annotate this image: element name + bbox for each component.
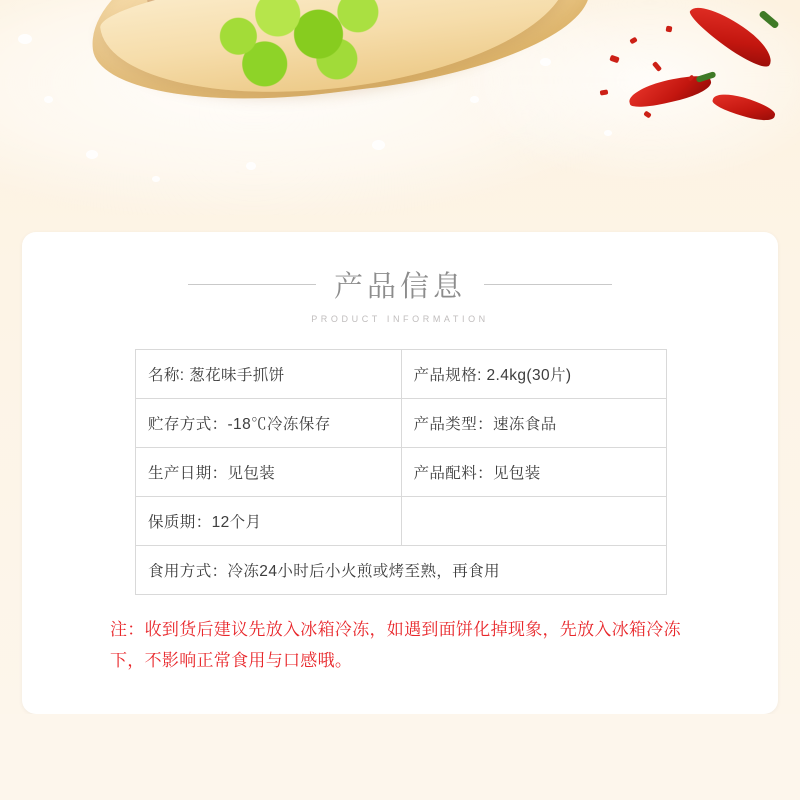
water-droplet <box>86 150 98 159</box>
bottom-background <box>0 714 800 800</box>
spec-cell-specification: 产品规格: 2.4kg(30片) <box>401 350 667 399</box>
title-row <box>22 264 778 305</box>
spec-cell-production-date: 生产日期：见包装 <box>136 448 402 497</box>
water-droplet <box>44 96 53 103</box>
chili-flake <box>652 61 662 72</box>
chili-flake <box>666 26 673 33</box>
chili-flake <box>609 55 620 64</box>
water-droplet <box>18 34 32 44</box>
spec-cell-ingredients: 产品配料：见包装 <box>401 448 667 497</box>
storage-note: 注：收到货后建议先放入冰箱冷冻，如遇到面饼化掉现象，先放入冰箱冷冻下，不影响正常食用与口感哦。 <box>110 620 681 670</box>
chili-flake <box>600 89 609 95</box>
product-info-card <box>22 232 778 714</box>
table-row <box>136 448 667 497</box>
chili-pepper <box>711 90 777 125</box>
water-droplet <box>372 140 385 150</box>
spec-cell-product-type: 产品类型：速冻食品 <box>401 399 667 448</box>
card-title-block <box>22 264 778 324</box>
table-row <box>136 350 667 399</box>
spec-cell-storage: 贮存方式：-18℃冷冻保存 <box>136 399 402 448</box>
chili-flake <box>643 110 652 118</box>
water-droplet <box>152 176 160 182</box>
product-spec-table <box>135 349 667 595</box>
title-divider-right <box>484 284 612 285</box>
hero-food-image <box>0 0 800 215</box>
spec-cell-shelf-life: 保质期：12个月 <box>136 497 402 546</box>
chili-flake <box>629 37 638 45</box>
spec-cell-empty <box>401 497 667 546</box>
table-row <box>136 399 667 448</box>
title-divider-left <box>188 284 316 285</box>
page-title: 产品信息 <box>333 271 466 303</box>
table-row <box>136 546 667 595</box>
chili-pepper-group <box>592 16 792 156</box>
spec-cell-usage: 食用方式：冷冻24小时后小火煎或烤至熟，再食用 <box>136 546 667 595</box>
water-droplet <box>246 162 256 170</box>
water-droplet <box>540 58 551 66</box>
page-subtitle: PRODUCT INFORMATION <box>311 314 489 324</box>
water-droplet <box>470 96 479 103</box>
spec-cell-name: 名称: 葱花味手抓饼 <box>136 350 402 399</box>
table-row <box>136 497 667 546</box>
